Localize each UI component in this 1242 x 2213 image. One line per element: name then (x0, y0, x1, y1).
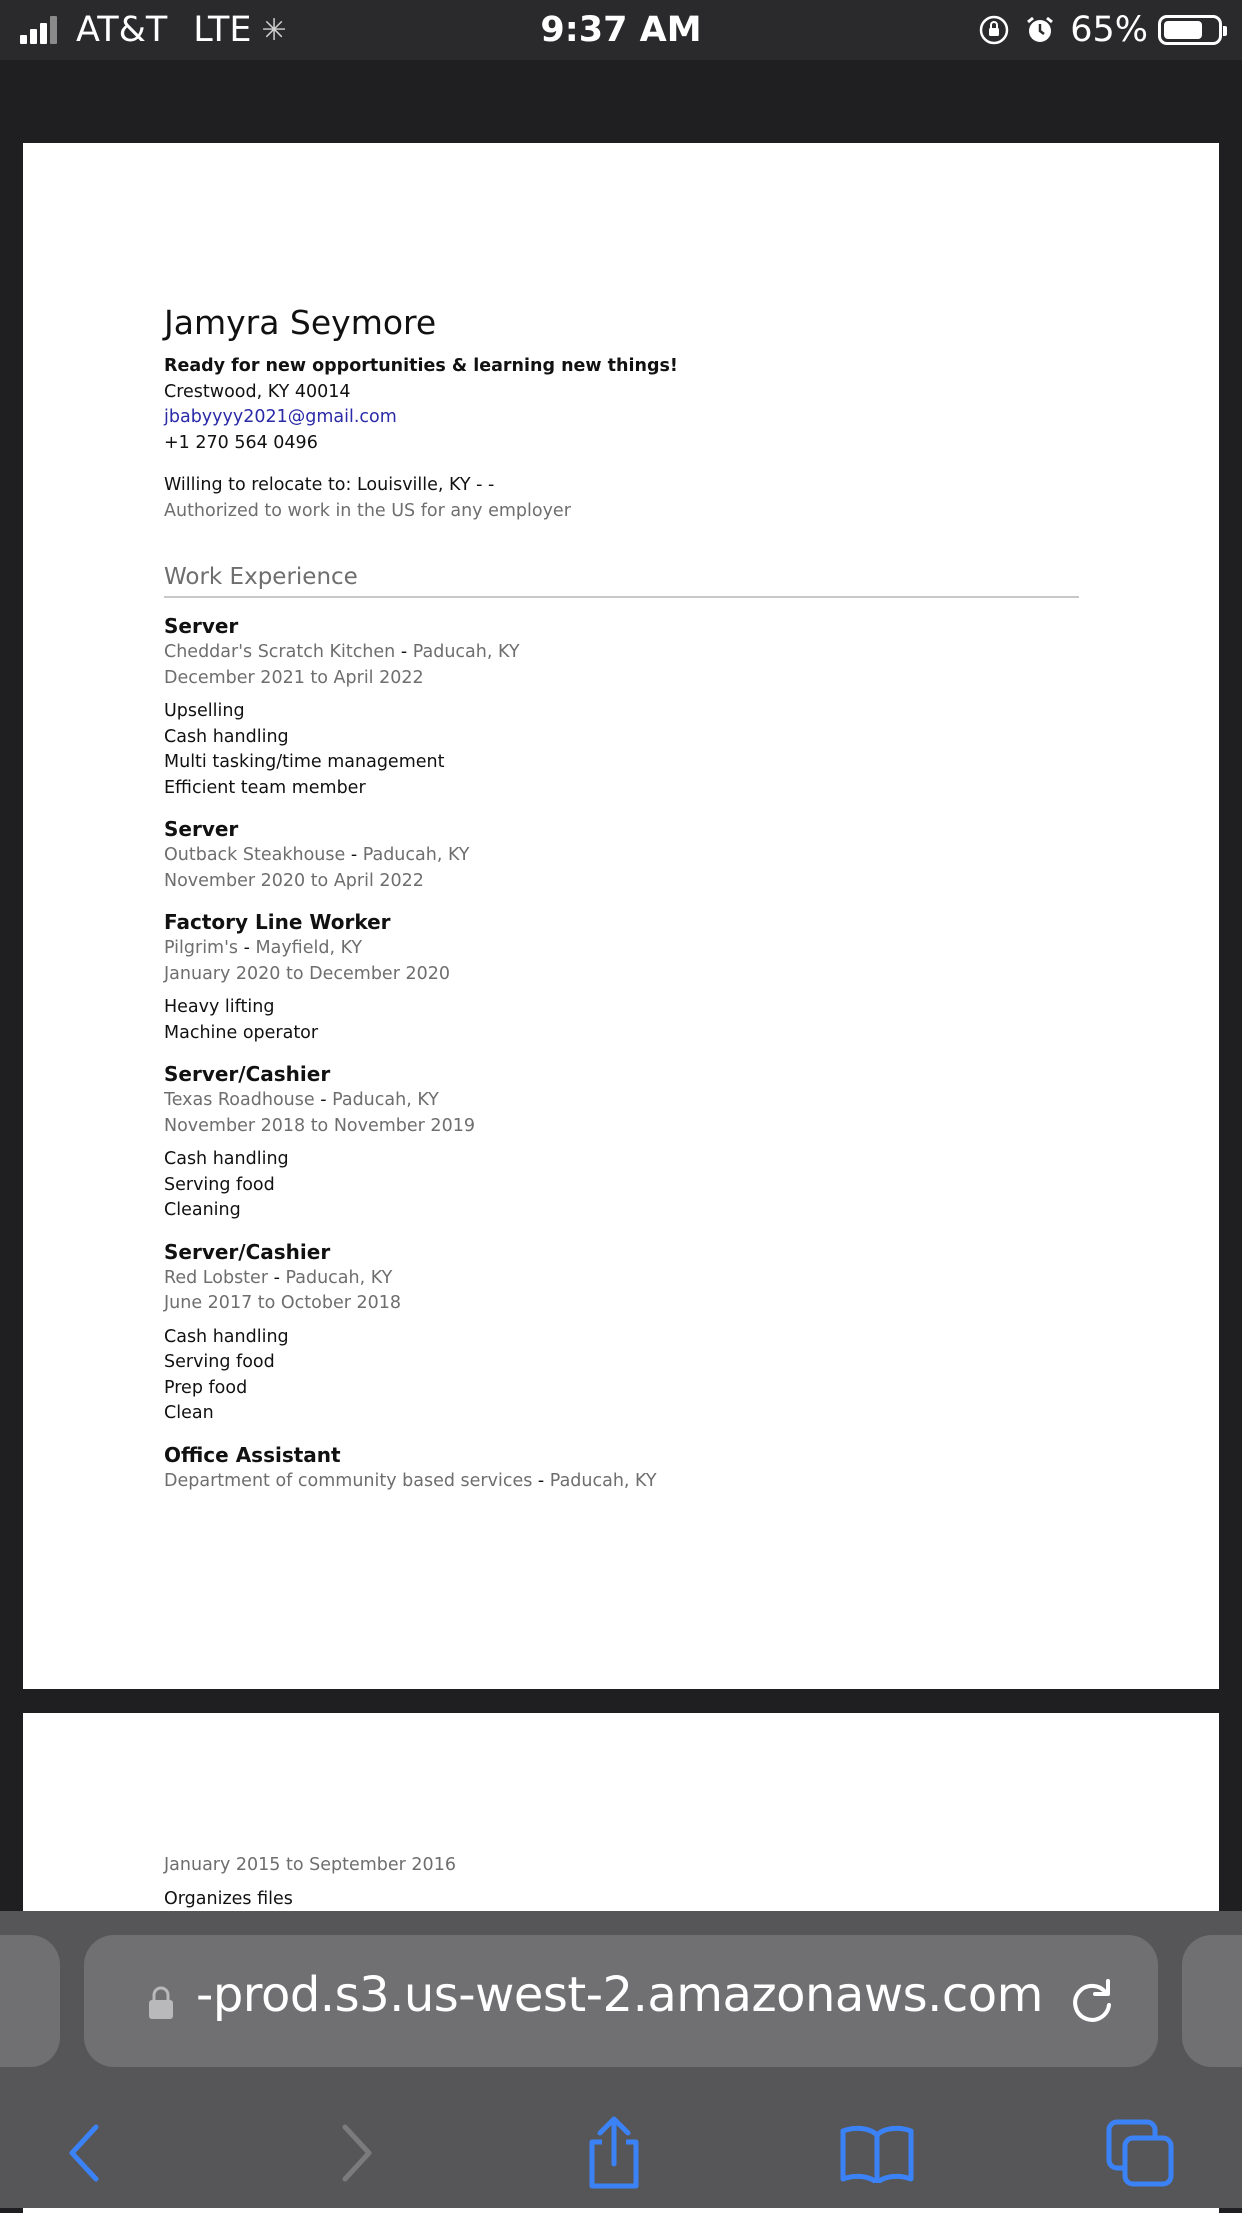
phone-number: +1 270 564 0496 (164, 432, 318, 453)
reload-icon[interactable] (1066, 1975, 1118, 2027)
clock: 9:37 AM (540, 10, 702, 50)
job-duties (164, 699, 1079, 801)
job-company-line: Outback Steakhouse - Paducah, KY (164, 845, 470, 865)
job-duty: Serving food (164, 1174, 275, 1195)
job-location: Paducah, KY (332, 1090, 439, 1110)
job-company-line: Department of community based services - Paducah, KY (164, 1470, 657, 1491)
tabs-icon (1105, 2118, 1175, 2188)
authorization-text: Authorized to work in the US for any employer (164, 500, 571, 521)
job-duty: Upselling (164, 701, 245, 721)
alarm-icon (1024, 14, 1056, 46)
job-company-line: Pilgrim's - Mayfield, KY (164, 938, 363, 958)
job-company: Department of community based services (164, 1470, 533, 1491)
job-company: Red Lobster (164, 1267, 269, 1288)
job-duty: Efficient team member (164, 777, 366, 798)
relocate-text: Willing to relocate to: Louisville, KY - - (164, 475, 495, 495)
job-duties (164, 1147, 1079, 1224)
chevron-right-icon (335, 2123, 375, 2183)
job-duty: Cash handling (164, 1149, 289, 1169)
job-company: Outback Steakhouse (164, 845, 346, 865)
job-duty: Cleaning (164, 1200, 241, 1220)
work-experience-heading: Work Experience (164, 564, 1079, 598)
chevron-left-icon (66, 2123, 106, 2183)
share-icon (582, 2116, 646, 2190)
address-bar[interactable] (84, 1935, 1158, 2067)
job-duty: Prep food (164, 1377, 248, 1398)
resume-location: Crestwood, KY 40014 (164, 381, 351, 402)
job-entry (164, 1238, 1079, 1427)
job-dates: December 2021 to April 2022 (164, 667, 424, 688)
network-type: LTE (193, 10, 252, 50)
next-tab-pill[interactable] (1182, 1935, 1242, 2067)
job-duties (164, 1325, 1079, 1427)
job-dates: June 2017 to October 2018 (164, 1293, 402, 1313)
job-duty: Multi tasking/time management (164, 752, 445, 772)
job-duty: Organizes files (164, 1888, 293, 1909)
job-title: Factory Line Worker (164, 910, 391, 934)
document-page-1[interactable] (23, 143, 1219, 1689)
job-company: Cheddar's Scratch Kitchen (164, 642, 396, 662)
tabs-button[interactable] (1098, 2111, 1182, 2195)
resume-name: Jamyra Seymore (164, 303, 437, 342)
status-bar (0, 0, 1242, 60)
job-dates: January 2020 to December 2020 (164, 963, 450, 984)
activity-spinner-icon: ✳ (261, 12, 287, 48)
job-title: Server (164, 817, 239, 841)
job-entry (164, 612, 1079, 801)
job-title: Server/Cashier (164, 1062, 331, 1086)
job-location: Mayfield, KY (255, 938, 363, 958)
job-dates: November 2020 to April 2022 (164, 870, 424, 891)
previous-tab-pill[interactable] (0, 1935, 60, 2067)
job-location: Paducah, KY (285, 1267, 393, 1288)
job-company-line: Cheddar's Scratch Kitchen - Paducah, KY (164, 642, 520, 662)
orientation-lock-icon (978, 14, 1010, 46)
back-button[interactable] (44, 2111, 128, 2195)
battery-icon (1158, 15, 1222, 45)
job-company-line: Red Lobster - Paducah, KY (164, 1267, 393, 1288)
share-button[interactable] (572, 2111, 656, 2195)
job-duty: Serving food (164, 1352, 275, 1372)
job-location: Paducah, KY (549, 1470, 657, 1491)
job-company: Pilgrim's (164, 938, 239, 958)
job-company: Texas Roadhouse (164, 1090, 315, 1110)
job-duties (164, 995, 1079, 1046)
job-entry (164, 1060, 1079, 1224)
book-icon (839, 2123, 915, 2183)
job-duty: Machine operator (164, 1022, 319, 1043)
job-title: Server/Cashier (164, 1239, 331, 1264)
job-entry (164, 1441, 1079, 1495)
browser-toolbar (0, 1911, 1242, 2208)
url-text[interactable]: -prod.s3.us-west-2.amazonaws.com (196, 1967, 1043, 2023)
job-list (164, 612, 1079, 1494)
job-duty: Cash handling (164, 726, 289, 747)
lock-icon (146, 1985, 176, 2021)
job-location: Paducah, KY (412, 642, 520, 662)
job-company-line: Texas Roadhouse - Paducah, KY (164, 1090, 439, 1110)
job-title: Server (164, 614, 239, 638)
resume-content (164, 303, 1079, 1494)
job-duty: Cash handling (164, 1326, 289, 1347)
job-dates: January 2015 to September 2016 (164, 1855, 456, 1875)
carrier-label: AT&T (76, 10, 168, 50)
resume-headline: Ready for new opportunities & learning new things! (164, 356, 678, 376)
job-location: Paducah, KY (362, 845, 470, 865)
job-title: Office Assistant (164, 1442, 341, 1467)
bookmarks-button[interactable] (835, 2111, 919, 2195)
email-link[interactable]: jbabyyyy2021@gmail.com (164, 407, 397, 427)
battery-percent: 65% (1070, 10, 1148, 50)
job-entry (164, 815, 1079, 894)
job-entry (164, 908, 1079, 1046)
job-dates: November 2018 to November 2019 (164, 1115, 475, 1136)
job-duty: Heavy lifting (164, 997, 275, 1017)
job-duty: Clean (164, 1403, 214, 1423)
forward-button[interactable] (313, 2111, 397, 2195)
